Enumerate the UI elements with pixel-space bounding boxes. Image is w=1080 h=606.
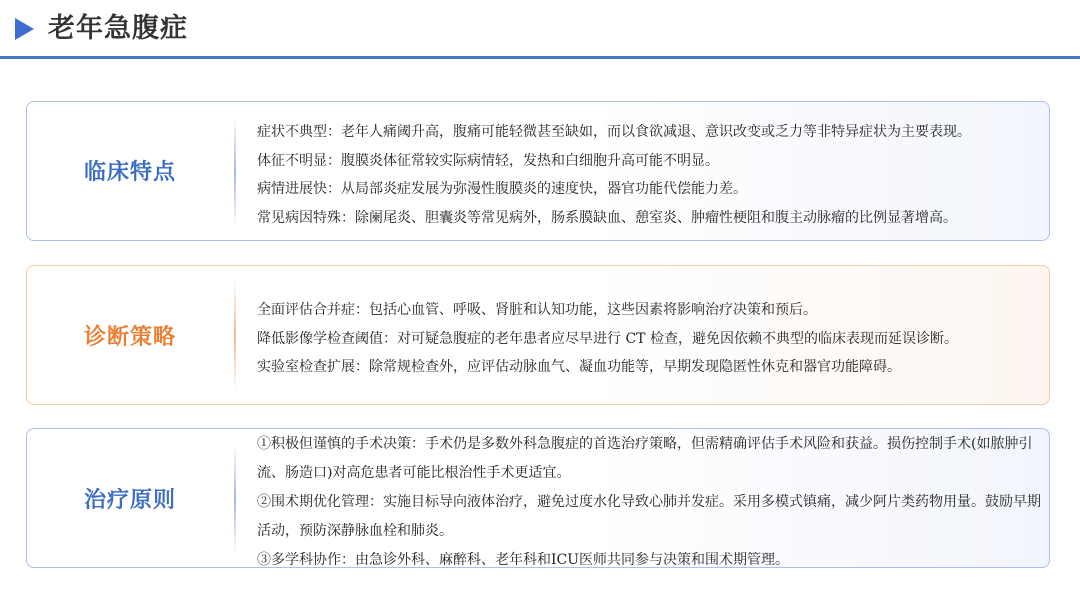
section-divider xyxy=(234,116,236,228)
list-item: 降低影像学检查阈值：对可疑急腹症的老年患者应尽早进行 CT 检查，避免因依赖不典型的临床表现而延误诊断。 xyxy=(257,330,958,347)
list-item: 症状不典型：老年人痛阈升高，腹痛可能轻微甚至缺如，而以食欲减退、意识改变或乏力等非特异症状为主要表现。 xyxy=(257,124,971,140)
section-label: 治疗原则 xyxy=(83,487,176,513)
section-label: 临床特点 xyxy=(83,159,176,185)
list-item: 体征不明显：腹膜炎体征常较实际病情轻，发热和白细胞升高可能不明显。 xyxy=(257,152,719,169)
list-item: 实验室检查扩展：除常规检查外，应评估动脉血气、凝血功能等，早期发现隐匿性休克和器官功能障碍。 xyxy=(257,359,901,375)
triangle-bullet-icon xyxy=(15,18,34,40)
section-clinical-features xyxy=(26,101,1050,241)
list-item: 全面评估合并症：包括心血管、呼吸、肾脏和认知功能，这些因素将影响治疗决策和预后。 xyxy=(257,302,817,318)
list-item: ③多学科协作：由急诊外科、麻醉科、老年科和ICU医师共同参与决策和围术期管理。 xyxy=(257,552,790,568)
section-treatment-principles xyxy=(26,428,1050,568)
section-body xyxy=(257,118,1057,232)
page-title: 老年急腹症 xyxy=(48,13,188,44)
list-item: 病情进展快：从局部炎症发展为弥漫性腹膜炎的速度快，器官功能代偿能力差。 xyxy=(257,181,747,197)
section-divider xyxy=(234,280,236,392)
section-label: 诊断策略 xyxy=(83,324,176,350)
section-diagnostic-strategy xyxy=(26,265,1050,405)
header-divider xyxy=(0,56,1080,59)
section-body xyxy=(257,430,1049,575)
page-header xyxy=(0,0,1080,58)
list-item: ②围术期优化管理：实施目标导向液体治疗，避免过度水化导致心肺并发症。采用多模式镇痛，减少阿片类药物用量。鼓励早期活动，预防深静脉血栓和肺炎。 xyxy=(257,494,1041,539)
section-divider xyxy=(234,443,236,555)
list-item: 常见病因特殊：除阑尾炎、胆囊炎等常见病外，肠系膜缺血、憩室炎、肿瘤性梗阻和腹主动脉瘤的比例显著增高。 xyxy=(257,209,957,226)
list-item: ①积极但谨慎的手术决策：手术仍是多数外科急腹症的首选治疗策略，但需精确评估手术风险和获益。损伤控制手术(如脓肿引流、肠造口)对高危患者可能比根治性手术更适宜。 xyxy=(257,436,1033,481)
section-body xyxy=(257,296,1057,382)
